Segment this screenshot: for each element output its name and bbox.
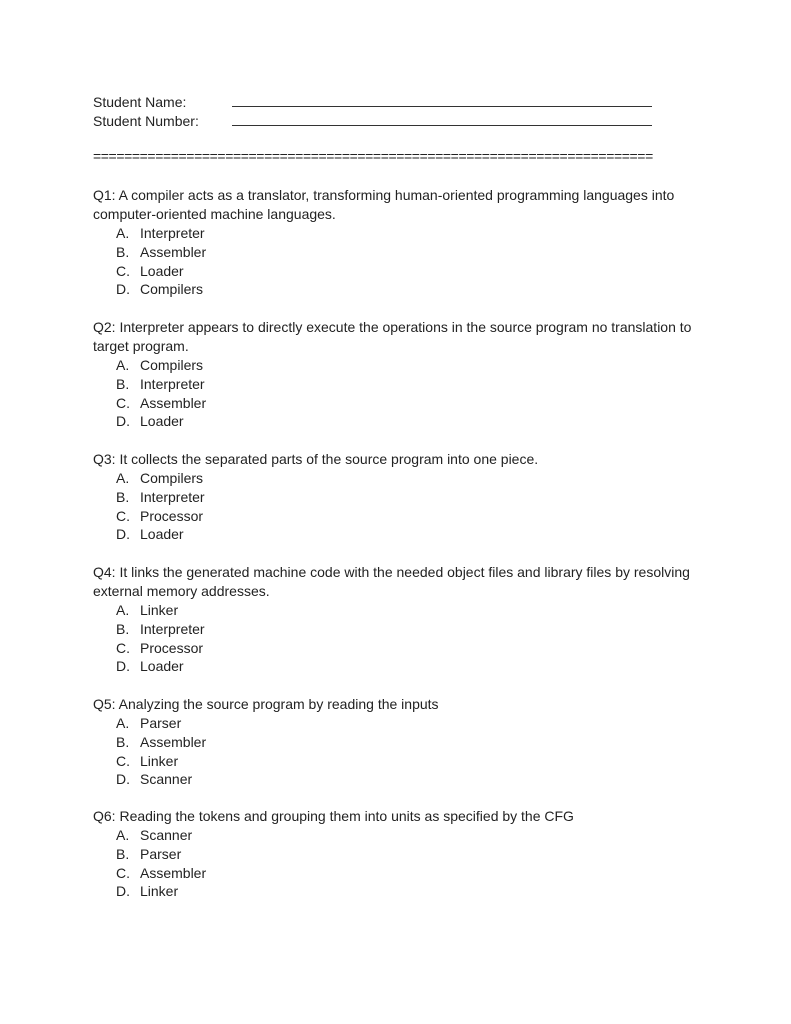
question-5: [93, 695, 703, 789]
option-text: Parser: [140, 845, 182, 862]
option-b: [116, 620, 703, 639]
option-text: Parser: [140, 715, 182, 731]
option-text: Interpreter: [140, 488, 205, 505]
option-letter: B.: [116, 845, 130, 862]
option-d: [116, 412, 703, 431]
option-list: [93, 714, 703, 789]
option-list: [93, 826, 703, 901]
student-name-label: Student Name:: [93, 94, 187, 110]
student-number-row: [93, 112, 663, 132]
option-text: Loader: [140, 262, 184, 279]
option-text: Assembler: [140, 394, 207, 411]
question-text: Q2: Interpreter appears to directly execute the operations in the source program no translation to target program.: [93, 319, 692, 354]
option-letter: B.: [116, 733, 130, 750]
option-d: [116, 280, 703, 299]
option-a: [116, 469, 703, 488]
option-d: [116, 657, 703, 676]
option-text: Interpreter: [140, 620, 205, 637]
option-letter: C.: [116, 262, 130, 279]
option-letter: B.: [116, 620, 130, 637]
option-text: Linker: [140, 752, 179, 769]
option-b: [116, 733, 703, 752]
option-text: Interpreter: [140, 375, 205, 392]
option-text: Scanner: [140, 827, 193, 843]
question-text: Q1: A compiler acts as a translator, transforming human-oriented programming languages into computer-oriented machine languages.: [93, 187, 675, 222]
option-b: [116, 375, 703, 394]
option-list: [93, 356, 703, 431]
option-b: [116, 488, 703, 507]
option-text: Interpreter: [140, 225, 205, 241]
option-text: Linker: [140, 602, 179, 618]
question-text: Q5: Analyzing the source program by reading the inputs: [93, 696, 439, 712]
question-text: Q3: It collects the separated parts of the source program into one piece.: [93, 451, 539, 467]
option-a: [116, 714, 703, 733]
question-2: [93, 318, 703, 431]
option-letter: D.: [116, 771, 130, 788]
option-text: Assembler: [140, 243, 207, 260]
option-letter: C.: [116, 752, 130, 769]
option-text: Scanner: [140, 771, 193, 788]
option-text: Compilers: [140, 281, 204, 298]
option-d: [116, 770, 703, 789]
student-name-row: [93, 93, 663, 113]
option-letter: C.: [116, 864, 130, 881]
option-b: [116, 243, 703, 262]
question-3: [93, 450, 703, 544]
option-letter: A.: [116, 470, 130, 486]
option-text: Compilers: [140, 470, 204, 486]
student-number-label: Student Number:: [93, 113, 199, 129]
option-letter: B.: [116, 488, 130, 505]
option-letter: A.: [116, 715, 130, 731]
option-d: [116, 882, 703, 901]
option-letter: A.: [116, 225, 130, 241]
option-letter: C.: [116, 639, 130, 656]
option-letter: D.: [116, 526, 130, 543]
option-list: [93, 469, 703, 544]
option-c: [116, 262, 703, 281]
option-c: [116, 394, 703, 413]
option-letter: D.: [116, 281, 130, 298]
option-a: [116, 601, 703, 620]
question-text: Q6: Reading the tokens and grouping them into units as specified by the CFG: [93, 808, 574, 824]
option-a: [116, 826, 703, 845]
option-letter: D.: [116, 883, 130, 900]
option-letter: A.: [116, 357, 130, 373]
option-c: [116, 639, 703, 658]
option-a: [116, 224, 703, 243]
option-text: Assembler: [140, 733, 207, 750]
divider-line: ========================================================================: [93, 148, 653, 164]
option-b: [116, 845, 703, 864]
question-4: [93, 563, 703, 676]
option-text: Assembler: [140, 864, 207, 881]
option-d: [116, 525, 703, 544]
option-list: [93, 224, 703, 299]
option-list: [93, 601, 703, 676]
question-1: [93, 186, 703, 299]
option-letter: B.: [116, 243, 130, 260]
option-c: [116, 752, 703, 771]
question-6: [93, 807, 703, 901]
option-letter: D.: [116, 658, 130, 675]
option-letter: D.: [116, 413, 130, 430]
option-c: [116, 507, 703, 526]
option-letter: B.: [116, 375, 130, 392]
question-text: Q4: It links the generated machine code with the needed object files and library files by resolving external memory addresses.: [93, 564, 690, 599]
option-letter: C.: [116, 507, 130, 524]
student-number-line: [232, 125, 652, 126]
option-text: Processor: [140, 639, 204, 656]
option-text: Loader: [140, 658, 184, 675]
option-letter: C.: [116, 394, 130, 411]
option-text: Loader: [140, 413, 184, 430]
option-a: [116, 356, 703, 375]
option-text: Processor: [140, 507, 204, 524]
option-letter: A.: [116, 827, 130, 843]
option-text: Linker: [140, 883, 179, 900]
option-text: Compilers: [140, 357, 204, 373]
option-text: Loader: [140, 526, 184, 543]
option-c: [116, 864, 703, 883]
student-name-line: [232, 106, 652, 107]
option-letter: A.: [116, 602, 130, 618]
